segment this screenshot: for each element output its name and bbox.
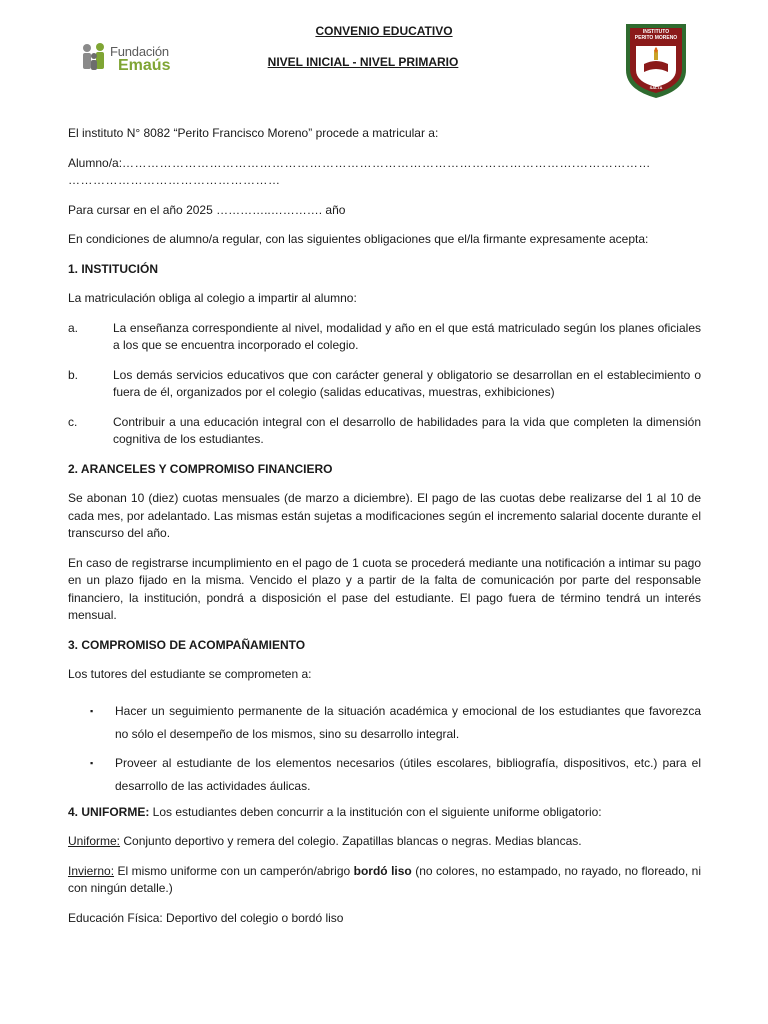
section-4-line [68,804,701,822]
section-3-heading: 3. COMPROMISO DE ACOMPAÑAMIENTO [68,637,306,652]
list-item-label: a. [68,320,79,335]
list-item-label: c. [68,414,78,429]
list-item-label: b. [68,367,79,382]
list-item-text: Contribuir a una educación integral con el desarrollo de habilidades para la vida que completen la dimensión cognitiva de los estudiantes. [113,414,701,446]
section-2-paragraph-1: Se abonan 10 (diez) cuotas mensuales (de marzo a diciembre). El pago de las cuotas debe realizarse del 1 al 10 de cada mes, por adelantado. Las mismas están sujetas a modificaciones según el incremento salarial docente durante el transcurso del año. [68,491,701,540]
list-item [68,320,701,355]
student-name-blank-1: ……………………………………………………………………………………………….……………… [122,155,651,170]
winter-bold-text: bordó liso [353,863,412,878]
crest-text-salta: SALTA [649,85,663,90]
list-item-text: La enseñanza correspondiente al nivel, modalidad y año en el que está matriculado según los planes oficiales a los que se encuentra incorporado el colegio. [113,320,701,352]
list-item [68,367,701,402]
winter-line [68,863,701,898]
student-name-blank-2: …………………………………………… [68,173,281,187]
document-subtitle: NIVEL INICIAL - NIVEL PRIMARIO [267,55,459,69]
winter-label: Invierno: [68,863,115,878]
winter-text-2: (no colores, no estampado, no rayado, no floreado, ni con ningún detalle.) [68,863,702,895]
document-title: CONVENIO EDUCATIVO [315,24,453,38]
section-2-heading: 2. ARANCELES Y COMPROMISO FINANCIERO [68,461,333,476]
section-3-lead: Los tutores del estudiante se comprometen a: [68,667,312,681]
list-item-text: Los demás servicios educativos que con carácter general y obligatorio se desarrollan en el establecimiento o fuera de él, organizados por el colegio (salidas educativas, muestras, exhibiciones) [113,367,701,399]
uniform-label: Uniforme: [68,834,121,848]
logo-text-emaus: Emaús [118,57,171,74]
bullet-item [90,700,701,746]
crest-text-instituto: INSTITUTO [642,29,670,35]
bullet-item [90,752,701,798]
enroll-statement: El instituto N° 8082 “Perito Francisco Moreno” procede a matricular a: [68,126,439,140]
conditions-statement: En condiciones de alumno/a regular, con las siguientes obligaciones que el/la firmante expresamente acepta: [68,232,649,246]
uniform-line [68,833,701,851]
section-2-paragraph-2: En caso de registrarse incumplimiento en el pago de 1 cuota se procederá mediante una notificación a intimar su pago en un plazo fijado en la misma. Vencido el plazo y a partir de la falta de comunicación por parte del responsable financiero, la institución, pondrá a disposición el pase del estudiante. El pago fuera de término tendrá un interés mensual. [68,555,701,622]
year-line: Para cursar en el año 2025 …………..…………. año [68,202,346,217]
instituto-crest-logo [622,20,690,100]
logo-text-fundacion: Fundación [110,44,169,59]
section-4-heading: 4. UNIFORME: [68,804,150,819]
bullet-square-icon: ▪ [90,705,94,716]
crest-text-perito-moreno: PERITO MORENO [634,35,678,41]
bullet-text: Proveer al estudiante de los elementos necesarios (útiles escolares, bibliografía, dispositivos, etc.) para el desarrollo de las actividades áulicas. [115,755,701,793]
document-body [68,125,701,939]
physical-education-line: Educación Física: Deportivo del colegio o bordó liso [68,910,344,925]
section-1-lead: La matriculación obliga al colegio a impartir al alumno: [68,291,357,305]
bullet-text: Hacer un seguimiento permanente de la situación académica y emocional de los estudiantes que favorezca no sólo el desempeño de los mismos, sino su desarrollo integral. [115,703,701,741]
student-name-line [68,155,701,190]
winter-text-1: El mismo uniforme con un camperón/abrigo [114,863,354,878]
section-1-heading: 1. INSTITUCIÓN [68,261,159,276]
bullet-square-icon: ▪ [90,757,94,768]
student-label: Alumno/a: [68,155,123,170]
uniform-text: Conjunto deportivo y remera del colegio. Zapatillas blancas o negras. Medias blancas. [120,834,582,848]
list-item [68,414,701,449]
section-4-lead: Los estudiantes deben concurrir a la institución con el siguiente uniforme obligatorio: [149,804,602,819]
